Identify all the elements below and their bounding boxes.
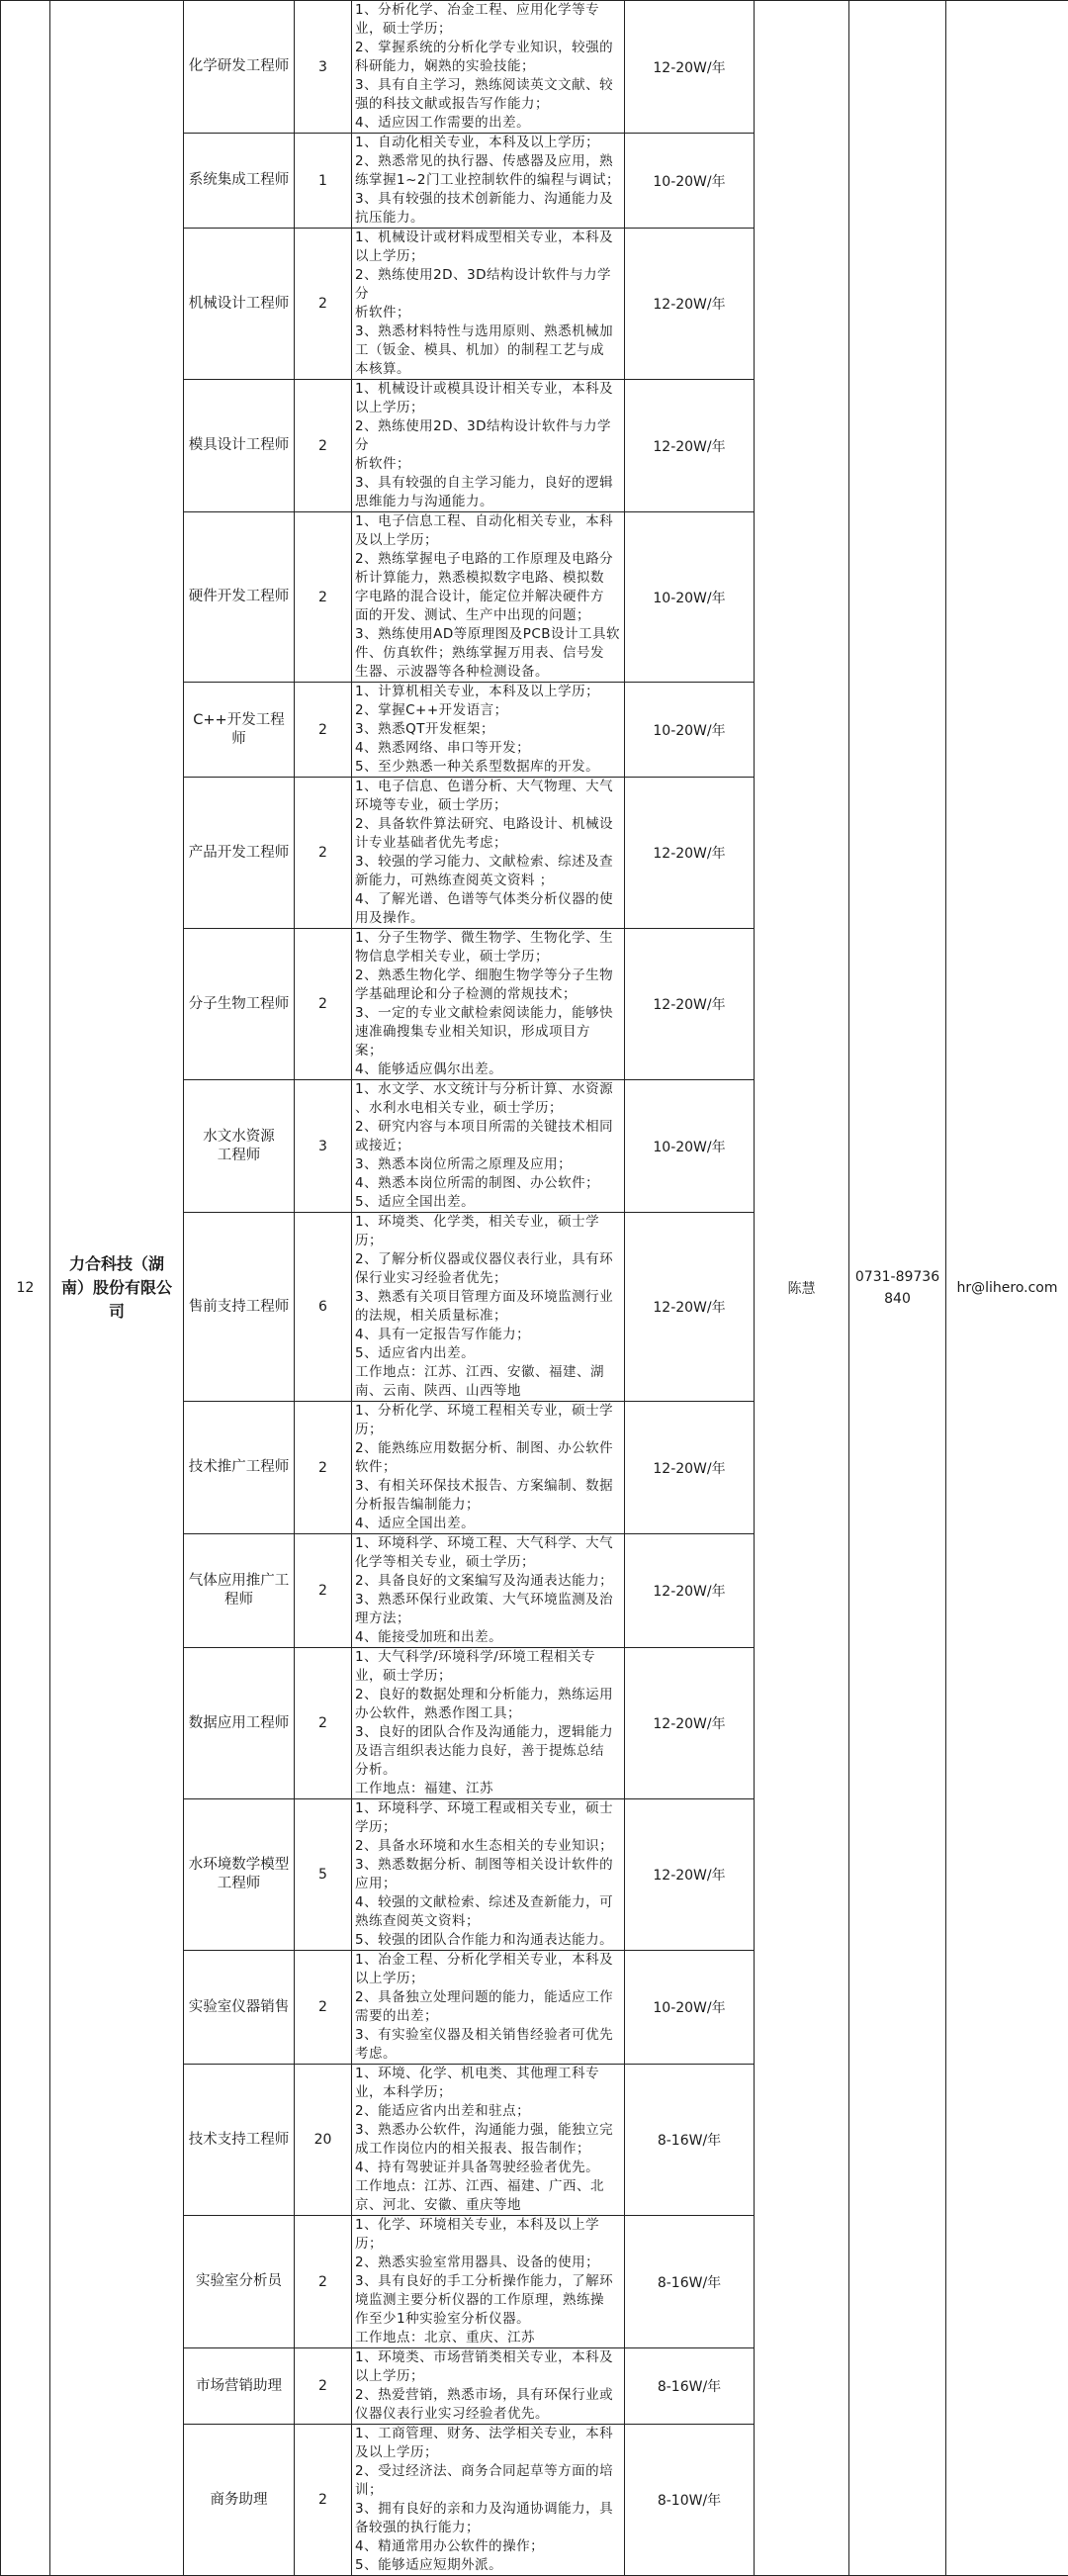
salary-cell: 12-20W/年 (625, 1402, 755, 1534)
phone-cell: 0731-89736840 (849, 1, 946, 2576)
position-title-cell: 水环境数学模型 工程师 (184, 1799, 295, 1951)
requirements-text: 1、机械设计或材料成型相关专业，本科及 以上学历； 2、熟练使用2D、3D结构设计软件与力学分 析软件； 3、熟悉材料特性与选用原则、熟悉机械加 工（钣金、模具、机加）的制程工艺与成 本核算。 (355, 229, 621, 379)
requirements-cell (352, 229, 625, 380)
headcount-cell: 2 (295, 380, 352, 512)
salary-cell: 10-20W/年 (625, 683, 755, 778)
headcount-cell: 2 (295, 929, 352, 1080)
requirements-cell (352, 1951, 625, 2065)
table-body (1, 1, 1068, 2576)
headcount-cell: 1 (295, 134, 352, 229)
requirements-cell (352, 1799, 625, 1951)
requirements-text: 1、计算机相关专业，本科及以上学历； 2、掌握C++开发语言； 3、熟悉QT开发框架； 4、熟悉网络、串口等开发； 5、至少熟悉一种关系型数据库的开发。 (355, 683, 621, 777)
requirements-cell (352, 2348, 625, 2425)
salary-cell: 8-16W/年 (625, 2065, 755, 2216)
salary-cell: 12-20W/年 (625, 929, 755, 1080)
salary-cell: 12-20W/年 (625, 1534, 755, 1648)
salary-cell: 12-20W/年 (625, 229, 755, 380)
salary-cell: 12-20W/年 (625, 1648, 755, 1799)
position-title-cell: 模具设计工程师 (184, 380, 295, 512)
salary-cell: 12-20W/年 (625, 380, 755, 512)
requirements-cell (352, 1080, 625, 1213)
headcount-cell: 20 (295, 2065, 352, 2216)
requirements-cell (352, 2216, 625, 2348)
salary-cell: 8-16W/年 (625, 2348, 755, 2425)
requirements-cell (352, 134, 625, 229)
headcount-cell: 2 (295, 1534, 352, 1648)
requirements-cell (352, 683, 625, 778)
headcount-cell: 2 (295, 1402, 352, 1534)
headcount-cell: 5 (295, 1799, 352, 1951)
requirements-text: 1、电子信息、色谱分析、大气物理、大气 环境等专业，硕士学历； 2、具备软件算法研究、电路设计、机械设 计专业基础者优先考虑； 3、较强的学习能力、文献检索、综述及查 新能力，可熟练查阅英文资料 ； 4、了解光谱、色谱等气体类分析仪器的使 用及操作。 (355, 778, 621, 928)
salary-cell: 10-20W/年 (625, 1951, 755, 2065)
requirements-cell (352, 1402, 625, 1534)
position-title-cell: 机械设计工程师 (184, 229, 295, 380)
position-title-cell: 产品开发工程师 (184, 778, 295, 929)
headcount-cell: 2 (295, 778, 352, 929)
requirements-cell (352, 1213, 625, 1402)
position-title-cell: C++开发工程师 (184, 683, 295, 778)
requirements-text: 1、电子信息工程、自动化相关专业，本科 及以上学历； 2、熟练掌握电子电路的工作原理及电路分 析计算能力，熟悉模拟数字电路、模拟数 字电路的混合设计，能定位并解决硬件方 面的开发、测试、生产中出现的问题； 3、熟练使用AD等原理图及PCB设计工具软 件、仿真软件；熟练掌握万用表、信号发 生器、示波器等各种检测设备。 (355, 512, 621, 682)
position-title-cell: 分子生物工程师 (184, 929, 295, 1080)
requirements-text: 1、分析化学、冶金工程、应用化学等专 业，硕士学历； 2、掌握系统的分析化学专业知识，较强的 科研能力，娴熟的实验技能； 3、具有自主学习，熟练阅读英文文献、较 强的科技文献或报告写作能力； 4、适应因工作需要的出差。 (355, 1, 621, 133)
salary-cell: 10-20W/年 (625, 134, 755, 229)
contact-person-cell: 陈慧 (755, 1, 849, 2576)
position-title-cell: 技术推广工程师 (184, 1402, 295, 1534)
position-title-cell: 实验室仪器销售 (184, 1951, 295, 2065)
requirements-text: 1、分子生物学、微生物学、生物化学、生 物信息学相关专业，硕士学历； 2、熟悉生物化学、细胞生物学等分子生物 学基础理论和分子检测的常规技术； 3、一定的专业文献检索阅读能力，能够快 速准确搜集专业相关知识，形成项目方 案； 4、能够适应偶尔出差。 (355, 929, 621, 1079)
headcount-cell: 2 (295, 2425, 352, 2576)
headcount-cell: 2 (295, 1951, 352, 2065)
headcount-cell: 2 (295, 229, 352, 380)
requirements-text: 1、机械设计或模具设计相关专业，本科及 以上学历； 2、熟练使用2D、3D结构设计软件与力学分 析软件； 3、具有较强的自主学习能力，良好的逻辑 思维能力与沟通能力。 (355, 380, 621, 511)
requirements-cell (352, 512, 625, 683)
table-row (1, 1, 1068, 134)
position-title-cell: 市场营销助理 (184, 2348, 295, 2425)
requirements-cell (352, 778, 625, 929)
salary-cell: 8-10W/年 (625, 2425, 755, 2576)
headcount-cell: 3 (295, 1, 352, 134)
position-title-cell: 系统集成工程师 (184, 134, 295, 229)
position-title-cell: 数据应用工程师 (184, 1648, 295, 1799)
salary-cell: 12-20W/年 (625, 778, 755, 929)
requirements-cell (352, 2065, 625, 2216)
requirements-text: 1、分析化学、环境工程相关专业，硕士学 历； 2、能熟练应用数据分析、制图、办公软件 软件； 3、有相关环保技术报告、方案编制、数据 分析报告编制能力； 4、适应全国出差。 (355, 1402, 621, 1533)
requirements-text: 1、环境科学、环境工程、大气科学、大气 化学等相关专业，硕士学历； 2、具备良好的文案编写及沟通表达能力； 3、熟悉环保行业政策、大气环境监测及治 理方法； 4、能接受加班和出差。 (355, 1534, 621, 1647)
requirements-text: 1、冶金工程、分析化学相关专业，本科及 以上学历； 2、具备独立处理问题的能力，能适应工作 需要的出差； 3、有实验室仪器及相关销售经验者可优先 考虑。 (355, 1951, 621, 2064)
requirements-text: 1、工商管理、财务、法学相关专业，本科 及以上学历； 2、受过经济法、商务合同起草等方面的培 训； 3、拥有良好的亲和力及沟通协调能力，具 备较强的执行能力； 4、精通常用办公软件的操作； 5、能够适应短期外派。 (355, 2425, 621, 2575)
requirements-text: 1、环境科学、环境工程或相关专业，硕士 学历； 2、具备水环境和水生态相关的专业知识； 3、熟悉数据分析、制图等相关设计软件的 应用； 4、较强的文献检索、综述及查新能力，可 熟练查阅英文资料； 5、较强的团队合作能力和沟通表达能力。 (355, 1799, 621, 1950)
requirements-cell (352, 1534, 625, 1648)
requirements-text: 1、大气科学/环境科学/环境工程相关专 业，硕士学历； 2、良好的数据处理和分析能力，熟练运用 办公软件，熟悉作图工具； 3、良好的团队合作及沟通能力，逻辑能力 及语言组织表达能力良好，善于提炼总结 分析。 工作地点：福建、江苏 (355, 1648, 621, 1798)
position-title-cell: 化学研发工程师 (184, 1, 295, 134)
position-title-cell: 硬件开发工程师 (184, 512, 295, 683)
position-title-cell: 气体应用推广工 程师 (184, 1534, 295, 1648)
requirements-text: 1、自动化相关专业，本科及以上学历； 2、熟悉常见的执行器、传感器及应用，熟 练掌握1~2门工业控制软件的编程与调试； 3、具有较强的技术创新能力、沟通能力及 抗压能力。 (355, 134, 621, 228)
requirements-cell (352, 2425, 625, 2576)
email-cell[interactable]: hr@lihero.com (946, 1, 1068, 2576)
requirements-cell (352, 380, 625, 512)
headcount-cell: 2 (295, 2348, 352, 2425)
headcount-cell: 6 (295, 1213, 352, 1402)
position-title-cell: 技术支持工程师 (184, 2065, 295, 2216)
requirements-cell (352, 929, 625, 1080)
requirements-text: 1、水文学、水文统计与分析计算、水资源 、水利水电相关专业，硕士学历； 2、研究内容与本项目所需的关键技术相同 或接近； 3、熟悉本岗位所需之原理及应用； 4、熟悉本岗位所需的制图、办公软件； 5、适应全国出差。 (355, 1080, 621, 1212)
salary-cell: 10-20W/年 (625, 1080, 755, 1213)
position-title-cell: 水文水资源 工程师 (184, 1080, 295, 1213)
headcount-cell: 2 (295, 512, 352, 683)
company-name-cell: 力合科技（湖南）股份有限公司 (50, 1, 184, 2576)
headcount-cell: 3 (295, 1080, 352, 1213)
salary-cell: 12-20W/年 (625, 1799, 755, 1951)
salary-cell: 12-20W/年 (625, 1, 755, 134)
requirements-text: 1、环境类、化学类，相关专业，硕士学 历； 2、了解分析仪器或仪器仪表行业，具有环 保行业实习经验者优先； 3、熟悉有关项目管理方面及环境监测行业 的法规，相关质量标准； 4、具有一定报告写作能力； 5、适应省内出差。 工作地点：江苏、江西、安徽、福建、湖 南、云南、陕西、山西等地 (355, 1213, 621, 1401)
headcount-cell: 2 (295, 2216, 352, 2348)
requirements-text: 1、化学、环境相关专业，本科及以上学 历； 2、熟悉实验室常用器具、设备的使用； 3、具有良好的手工分析操作能力，了解环 境监测主要分析仪器的工作原理，熟练操 作至少1种实验室分析仪器。 工作地点：北京、重庆、江苏 (355, 2216, 621, 2347)
salary-cell: 8-16W/年 (625, 2216, 755, 2348)
salary-cell: 12-20W/年 (625, 1213, 755, 1402)
requirements-cell (352, 1648, 625, 1799)
requirements-cell (352, 1, 625, 134)
requirements-text: 1、环境、化学、机电类、其他理工科专 业，本科学历； 2、能适应省内出差和驻点； 3、熟悉办公软件，沟通能力强，能独立完 成工作岗位内的相关报表、报告制作； 4、持有驾驶证并具备驾驶经验者优先。 工作地点：江苏、江西、福建、广西、北 京、河北、安徽、重庆等地 (355, 2065, 621, 2215)
requirements-text: 1、环境类、市场营销类相关专业，本科及 以上学历； 2、热爱营销，熟悉市场，具有环保行业或 仪器仪表行业实习经验者优先。 (355, 2348, 621, 2424)
headcount-cell: 2 (295, 683, 352, 778)
headcount-cell: 2 (295, 1648, 352, 1799)
position-title-cell: 商务助理 (184, 2425, 295, 2576)
salary-cell: 10-20W/年 (625, 512, 755, 683)
position-title-cell: 售前支持工程师 (184, 1213, 295, 1402)
row-number-cell: 12 (1, 1, 50, 2576)
position-title-cell: 实验室分析员 (184, 2216, 295, 2348)
